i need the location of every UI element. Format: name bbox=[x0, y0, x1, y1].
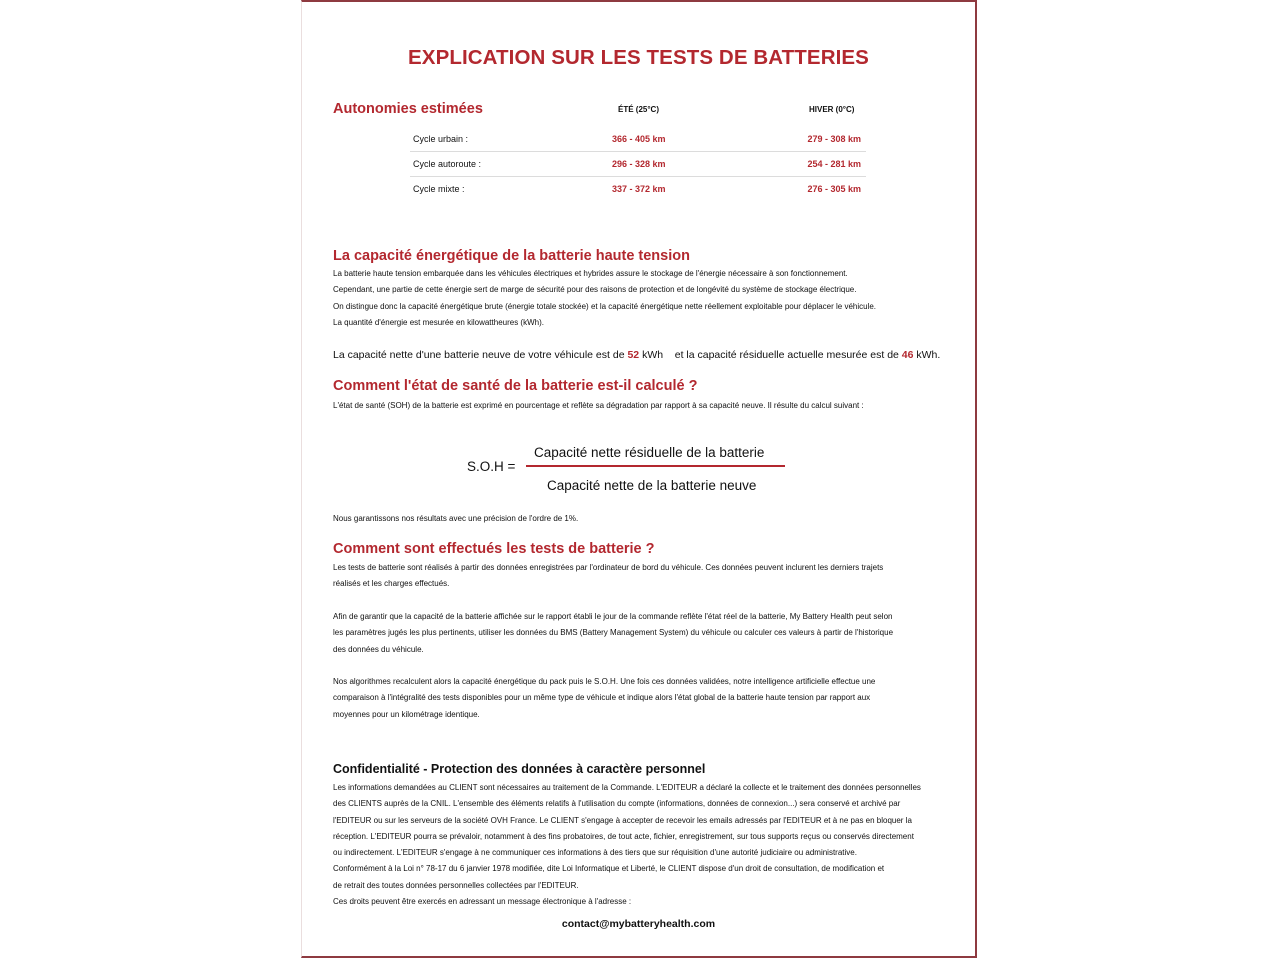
paragraph-line: On distingue donc la capacité énergétique brute (énergie totale stockée) et la capacité énergétique nette réellement exploitable pour déplacer le véhicule. bbox=[333, 301, 877, 311]
winter-range: 254 - 281 km bbox=[807, 159, 861, 169]
column-header-winter: HIVER (0°C) bbox=[809, 105, 855, 114]
contact-email-link[interactable]: contact@mybatteryhealth.com bbox=[561, 918, 716, 930]
soh-intro: L'état de santé (SOH) de la batterie est exprimé en pourcentage et reflète sa dégradation par rapport à sa capacité neuve. Il résulte du calcul suivant : bbox=[333, 401, 864, 410]
summer-range: 366 - 405 km bbox=[612, 134, 666, 144]
table-row bbox=[410, 177, 866, 201]
tests-heading: Comment sont effectués les tests de batterie ? bbox=[333, 541, 655, 557]
report-page bbox=[301, 0, 977, 958]
fraction-bar bbox=[526, 465, 785, 467]
column-header-summer: ÉTÉ (25°C) bbox=[618, 105, 659, 114]
soh-denominator: Capacité nette de la batterie neuve bbox=[547, 478, 757, 493]
table-row bbox=[410, 127, 866, 152]
capacity-heading: La capacité énergétique de la batterie haute tension bbox=[333, 248, 690, 264]
table-row bbox=[410, 152, 866, 177]
page-title: EXPLICATION SUR LES TESTS DE BATTERIES bbox=[408, 46, 869, 69]
paragraph-line: La quantité d'énergie est mesurée en kilowattheures (kWh). bbox=[333, 317, 544, 327]
autonomy-table bbox=[410, 127, 866, 201]
tests-paragraph-2: Afin de garantir que la capacité de la batterie affichée sur le rapport établi le jour de la commande reflète l'état réel de la batterie, My Battery Health peut selon les paramètres jugés les plus pertinents, utiliser les données du BMS (Battery Management System) du véhicule ou calculer ces valeurs à partir de l'historique des données du véhicule. bbox=[333, 612, 894, 654]
capacity-text bbox=[333, 266, 876, 331]
summer-range: 337 - 372 km bbox=[612, 184, 666, 194]
autonomy-heading: Autonomies estimées bbox=[333, 101, 483, 117]
soh-numerator: Capacité nette résiduelle de la batterie bbox=[534, 445, 765, 460]
capacity-summary: La capacité nette d'une batterie neuve de votre véhicule est de 52 kWh et la capacité résiduelle actuelle mesurée est de 46 kWh. bbox=[333, 349, 941, 361]
soh-formula-label: S.O.H = bbox=[467, 459, 516, 474]
new-capacity-value: 52 bbox=[627, 349, 640, 361]
paragraph-line: Cependant, une partie de cette énergie sert de marge de sécurité pour des raisons de protection et de longévité du système de stockage électrique. bbox=[333, 285, 857, 295]
tests-paragraph-1: Les tests de batterie sont réalisés à partir des données enregistrées par l'ordinateur de bord du véhicule. Ces données peuvent inclurent les derniers trajets réalisés et les charges effectués. bbox=[333, 563, 884, 589]
row-label: Cycle autoroute : bbox=[413, 159, 482, 169]
paragraph-line: La batterie haute tension embarquée dans les véhicules électriques et hybrides assure le stockage de l'énergie nécessaire à son fonctionnement. bbox=[333, 269, 848, 278]
winter-range: 276 - 305 km bbox=[807, 184, 861, 194]
privacy-text: Les informations demandées au CLIENT sont nécessaires au traitement de la Commande. L'EDITEUR a déclaré la collecte et le traitement des données personnelles des CLIENTS auprès de la CNIL. L'ensemble des éléments relatifs à l'utilisation du compte (informations, données de connexion...) sera conservé et archivé par l'EDITEUR ou sur les serveurs de la société OVH France. Le CLIENT s'engage à accepter de recevoir les emails adressés par l'EDITEUR et à ne pas en bloquer la réception. L'EDITEUR pourra se prévaloir, notamment à des fins probatoires, de tout acte, fichier, enregistrement, sur tous supports reçus ou conservés directement ou indirectement. L'EDITEUR s'engage à ne communiquer ces informations à des tiers que sur réquisition d'une autorité judiciaire ou administrative. Conformément à la Loi n° 78-17 du 6 janvier 1978 modifiée, dite Loi Informatique et Liberté, le CLIENT dispose d'un droit de consultation, de modification et de retrait des toutes données personnelles collectées par l'EDITEUR. Ces droits peuvent être exercés en adressant un message électronique à l'adresse : bbox=[333, 783, 921, 907]
privacy-heading: Confidentialité - Protection des données à caractère personnel bbox=[333, 762, 706, 776]
summer-range: 296 - 328 km bbox=[612, 159, 666, 169]
residual-capacity-value: 46 bbox=[901, 349, 914, 361]
row-label: Cycle urbain : bbox=[413, 134, 469, 144]
precision-note: Nous garantissons nos résultats avec une précision de l'ordre de 1%. bbox=[333, 514, 579, 523]
soh-heading: Comment l'état de santé de la batterie est-il calculé ? bbox=[333, 378, 698, 394]
row-label: Cycle mixte : bbox=[413, 184, 465, 194]
tests-paragraph-3: Nos algorithmes recalculent alors la capacité énergétique du pack puis le S.O.H. Une fois ces données validées, notre intelligence artificielle effectue une comparaison à l'intégralité des tests disponibles pour un même type de véhicule et indique alors l'état global de la batterie haute tension par rapport aux moyennes pour un kilométrage identique. bbox=[333, 677, 876, 719]
winter-range: 279 - 308 km bbox=[807, 134, 861, 144]
